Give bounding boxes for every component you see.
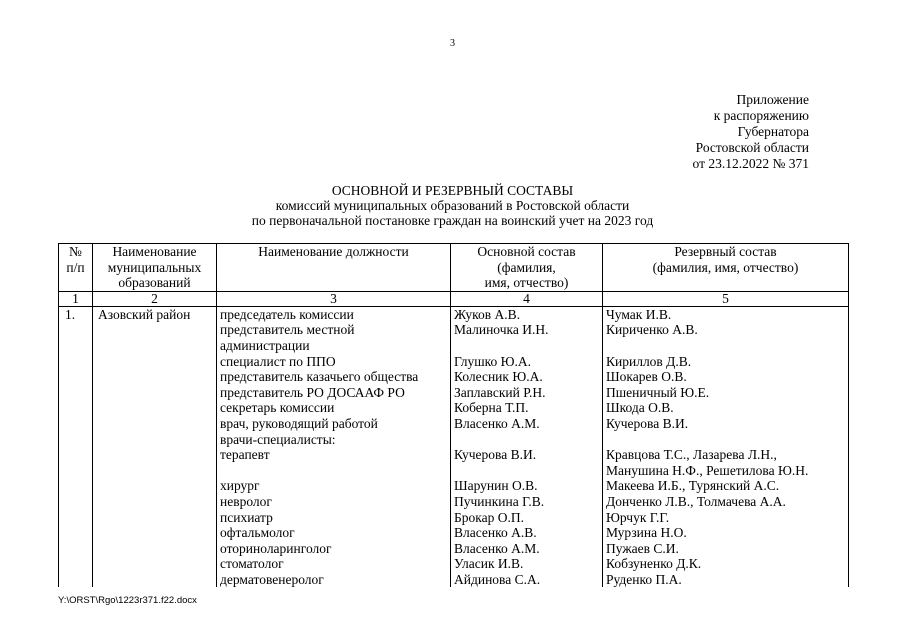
cell-line: Пшеничный Ю.Е. — [606, 384, 710, 400]
cell-line: Донченко Л.В., Толмачева А.А. — [606, 493, 786, 509]
title-sub: комиссий муниципальных образований в Ростовской области — [275, 198, 630, 213]
main-members-cell — [451, 306, 603, 587]
district-name: Азовский район — [93, 306, 217, 587]
cell-line: врач, руководящий работой — [220, 415, 378, 431]
cell-line: врачи-специалисты: — [220, 431, 336, 447]
column-number: 5 — [603, 291, 849, 306]
cell-line: Малиночка И.Н. — [454, 322, 549, 338]
header-num — [59, 244, 93, 292]
header-line: имя, отчество) — [484, 275, 569, 291]
cell-line: Жуков А.В. — [454, 306, 521, 322]
row-number: 1. — [59, 306, 93, 587]
appendix-line: Губернатора — [737, 124, 809, 139]
cell-line: Уласик И.В. — [454, 556, 524, 572]
document-title — [0, 183, 905, 228]
header-line: образований — [118, 275, 191, 291]
column-number: 2 — [93, 291, 217, 306]
cell-line: Колесник Ю.А. — [454, 369, 543, 385]
column-number: 4 — [451, 291, 603, 306]
cell-line: Кириченко А.В. — [606, 322, 698, 338]
cell-line: администрации — [220, 337, 310, 353]
cell-line: терапевт — [220, 447, 270, 463]
file-path: Y:\ORST\Rgo\1223r371.f22.docx — [58, 595, 197, 606]
cell-line: Шокарев О.В. — [606, 369, 687, 385]
cell-line: Кравцова Т.С., Лазарева Л.Н., — [606, 447, 777, 463]
cell-line: Айдинова С.А. — [454, 571, 541, 587]
header-line: № — [69, 244, 82, 259]
title-sub: по первоначальной постановке граждан на воинский учет на 2023 год — [251, 213, 654, 228]
cell-line: психиатр — [220, 509, 273, 525]
cell-line: Власенко А.М. — [454, 415, 540, 431]
header-line: Наименование должности — [258, 244, 409, 259]
cell-line — [606, 432, 845, 448]
cell-line: представитель РО ДОСААФ РО — [220, 384, 405, 400]
appendix-line: Ростовской области — [695, 140, 809, 155]
cell-line: Власенко А.В. — [454, 525, 537, 541]
cell-line: Заплавский Р.Н. — [454, 384, 546, 400]
header-line: п/п — [66, 259, 85, 275]
composition-table — [58, 243, 849, 587]
cell-line — [606, 338, 845, 354]
cell-line: Пучинкина Г.В. — [454, 493, 545, 509]
cell-line: секретарь комиссии — [220, 400, 335, 416]
appendix-line: Приложение — [736, 92, 809, 107]
cell-line: Кучерова В.И. — [606, 415, 689, 431]
table-header-row — [59, 244, 849, 292]
header-main — [451, 244, 603, 292]
cell-line: Макеева И.Б., Турянский А.С. — [606, 478, 780, 494]
header-line: Резервный состав — [674, 244, 777, 259]
cell-line — [454, 432, 599, 448]
title-main: ОСНОВНОЙ И РЕЗЕРВНЫЙ СОСТАВЫ — [331, 183, 574, 198]
cell-line — [220, 463, 447, 479]
cell-line: Кучерова В.И. — [454, 447, 537, 463]
header-reserve — [603, 244, 849, 292]
table-row — [59, 306, 849, 587]
header-district — [93, 244, 217, 292]
positions-cell — [217, 306, 451, 587]
cell-line: Мурзина Н.О. — [606, 525, 687, 541]
cell-line: Коберна Т.П. — [454, 400, 529, 416]
cell-line: Шарунин О.В. — [454, 478, 538, 494]
appendix-line: к распоряжению — [713, 108, 809, 123]
cell-line: специалист по ППО — [220, 353, 336, 369]
cell-line: Манушина Н.Ф., Решетилова Ю.Н. — [606, 462, 809, 478]
cell-line: оториноларинголог — [220, 540, 332, 556]
cell-line: офтальмолог — [220, 525, 295, 541]
cell-line: Чумак И.В. — [606, 306, 672, 322]
cell-line: Шкода О.В. — [606, 400, 674, 416]
cell-line: Руденко П.А. — [606, 571, 682, 587]
cell-line: невролог — [220, 493, 272, 509]
cell-line: Пужаев С.И. — [606, 540, 679, 556]
column-number: 1 — [59, 291, 93, 306]
cell-line: хирург — [220, 478, 260, 494]
cell-line: представитель казачьего общества — [220, 369, 419, 385]
header-position — [217, 244, 451, 292]
cell-line: дерматовенеролог — [220, 571, 324, 587]
header-line: муниципальных — [107, 259, 202, 275]
header-line: (фамилия, — [497, 259, 556, 275]
appendix-block — [693, 92, 809, 172]
column-number-row — [59, 291, 849, 306]
cell-line: председатель комиссии — [220, 306, 354, 322]
header-line: Наименование — [112, 244, 197, 259]
page-number: 3 — [450, 38, 455, 49]
cell-line: Брокар О.П. — [454, 509, 524, 525]
header-line: (фамилия, имя, отчество) — [652, 259, 799, 275]
cell-line: Юрчук Г.Г. — [606, 509, 670, 525]
cell-line: Кириллов Д.В. — [606, 353, 692, 369]
column-number: 3 — [217, 291, 451, 306]
appendix-line: от 23.12.2022 № 371 — [692, 156, 809, 171]
cell-line: Власенко А.М. — [454, 540, 540, 556]
reserve-members-cell — [603, 306, 849, 587]
cell-line — [454, 338, 599, 354]
cell-line: Кобзуненко Д.К. — [606, 556, 702, 572]
cell-line — [454, 463, 599, 479]
header-line: Основной состав — [477, 244, 576, 259]
cell-line: Глушко Ю.А. — [454, 353, 532, 369]
cell-line: стоматолог — [220, 556, 284, 572]
cell-line: представитель местной — [220, 322, 355, 338]
